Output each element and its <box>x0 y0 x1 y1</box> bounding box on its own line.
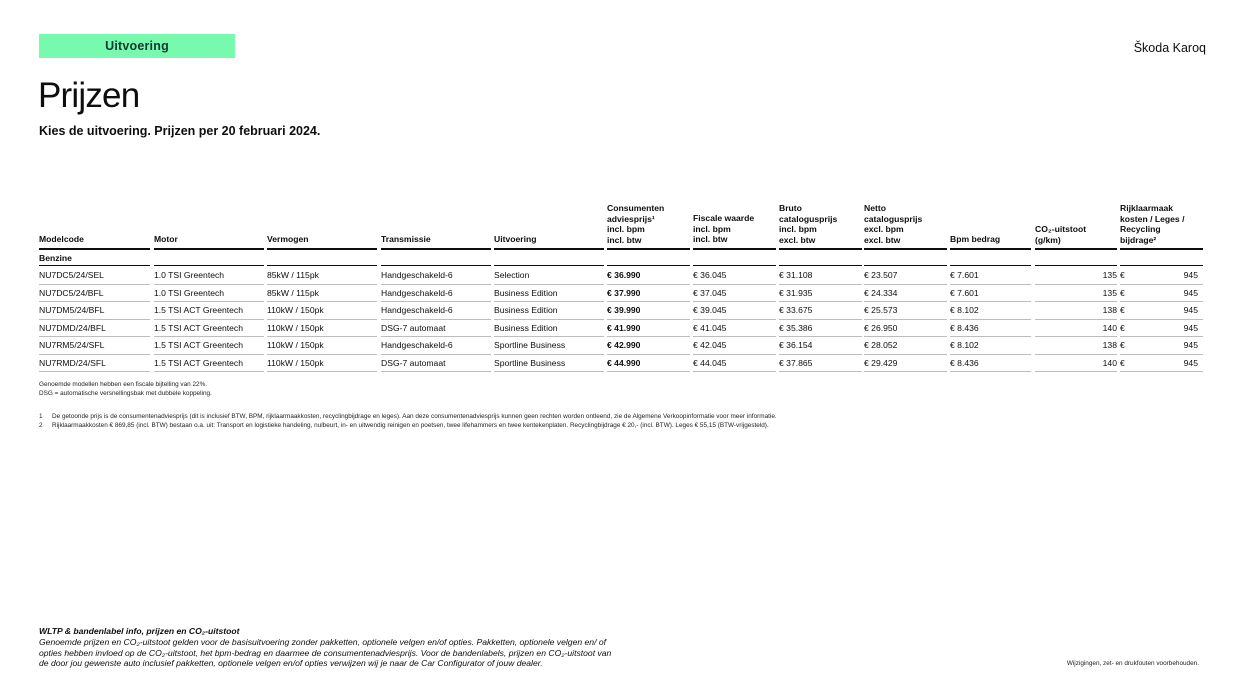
row-divider <box>950 371 1031 372</box>
footnote-2-text: Rijklaarmaakkosten € 869,85 (incl. BTW) bestaan o.a. uit: Transport en logistieke handeling, nulbeurt, in- en uitwendig reinigen en poetsen, twee lifehammers en twee kentekenplaten. Recyclingbijdrage € 20,- (incl. BTW). Leges € 55,15 (BTW-vrijgesteld). <box>52 422 769 429</box>
column-header-consumentenadviesprijs: Consumenten adviesprijs¹ incl. bpm incl. btw <box>607 203 665 245</box>
row-divider <box>154 284 264 285</box>
column-header-fiscale-waarde: Fiscale waarde incl. bpm incl. btw <box>693 213 755 244</box>
cell-co2-uitstoot: 138 <box>1102 340 1117 350</box>
cell-bpm-bedrag: € 8.102 <box>950 305 979 315</box>
row-divider <box>154 371 264 372</box>
row-divider <box>154 301 264 302</box>
row-divider <box>1120 284 1203 285</box>
cell-transmissie: Handgeschakeld-6 <box>381 305 453 315</box>
cell-vermogen: 110kW / 150pk <box>267 305 324 315</box>
section-underline <box>864 265 947 266</box>
cell-modelcode: NU7DM5/24/BFL <box>39 305 105 315</box>
row-divider <box>154 336 264 337</box>
row-divider <box>1120 336 1203 337</box>
cell-bpm-bedrag: € 8.102 <box>950 340 979 350</box>
row-divider <box>494 284 604 285</box>
column-header-transmissie: Transmissie <box>381 234 431 244</box>
wltp-title: WLTP & bandenlabel info, prijzen en CO₂-uitstoot <box>39 626 240 636</box>
row-divider <box>693 301 776 302</box>
row-divider <box>950 301 1031 302</box>
cell-modelcode: NU7DC5/24/BFL <box>39 287 104 298</box>
cell-bpm-bedrag: € 8.436 <box>950 322 979 333</box>
section-underline <box>154 265 264 266</box>
row-divider <box>693 336 776 337</box>
cell-bruto-catalogusprijs: € 35.386 <box>779 322 813 333</box>
header-underline <box>779 248 862 250</box>
row-divider <box>607 301 690 302</box>
section-underline <box>1035 265 1117 266</box>
row-divider <box>779 371 862 372</box>
row-divider <box>267 354 377 355</box>
row-divider <box>693 319 776 320</box>
cell-rijklaarmaakkosten-amount: 945 <box>1183 340 1198 350</box>
column-header-co2-uitstoot: CO₂-uitstoot (g/km) <box>1035 224 1087 245</box>
row-divider <box>494 371 604 372</box>
cell-motor: 1.5 TSI ACT Greentech <box>154 357 244 368</box>
row-divider <box>950 319 1031 320</box>
row-divider <box>693 371 776 372</box>
row-divider <box>1035 371 1117 372</box>
header-underline <box>864 248 947 250</box>
row-divider <box>1120 371 1203 372</box>
row-divider <box>779 354 862 355</box>
cell-motor: 1.5 TSI ACT Greentech <box>154 305 244 315</box>
cell-netto-catalogusprijs: € 29.429 <box>864 357 898 368</box>
row-divider <box>779 301 862 302</box>
cell-consumentenadviesprijs: € 44.990 <box>607 357 641 368</box>
section-underline <box>381 265 491 266</box>
row-divider <box>267 319 377 320</box>
cell-transmissie: Handgeschakeld-6 <box>381 287 453 298</box>
row-divider <box>607 336 690 337</box>
cell-bpm-bedrag: € 7.601 <box>950 270 979 280</box>
cell-uitvoering: Sportline Business <box>494 357 566 368</box>
section-underline <box>950 265 1031 266</box>
cell-modelcode: NU7RMD/24/SFL <box>39 357 106 368</box>
cell-netto-catalogusprijs: € 24.334 <box>864 287 898 298</box>
header-underline <box>494 248 604 250</box>
row-divider <box>39 336 150 337</box>
header-underline <box>39 248 150 250</box>
section-underline <box>779 265 862 266</box>
cell-rijklaarmaakkosten-amount: 945 <box>1183 270 1198 280</box>
row-divider <box>494 336 604 337</box>
row-divider <box>1035 301 1117 302</box>
cell-bruto-catalogusprijs: € 31.935 <box>779 287 813 298</box>
cell-consumentenadviesprijs: € 41.990 <box>607 322 641 333</box>
row-divider <box>267 284 377 285</box>
header-underline <box>381 248 491 250</box>
cell-netto-catalogusprijs: € 23.507 <box>864 270 898 280</box>
row-divider <box>1120 301 1203 302</box>
row-divider <box>39 371 150 372</box>
section-underline <box>494 265 604 266</box>
brand-name: Škoda Karoq <box>1133 41 1206 55</box>
row-divider <box>39 301 150 302</box>
row-divider <box>864 336 947 337</box>
row-divider <box>267 301 377 302</box>
row-divider <box>39 354 150 355</box>
row-divider <box>607 371 690 372</box>
cell-uitvoering: Sportline Business <box>494 340 566 350</box>
row-divider <box>1120 319 1203 320</box>
cell-netto-catalogusprijs: € 28.052 <box>864 340 898 350</box>
section-underline <box>607 265 690 266</box>
cell-consumentenadviesprijs: € 36.990 <box>607 270 641 280</box>
row-divider <box>864 371 947 372</box>
header-underline <box>693 248 776 250</box>
cell-co2-uitstoot: 140 <box>1102 322 1117 333</box>
column-header-modelcode: Modelcode <box>39 234 84 244</box>
row-divider <box>381 319 491 320</box>
cell-consumentenadviesprijs: € 39.990 <box>607 305 641 315</box>
column-header-bpm-bedrag: Bpm bedrag <box>950 234 1001 244</box>
cell-consumentenadviesprijs: € 37.990 <box>607 287 641 298</box>
row-divider <box>267 371 377 372</box>
cell-fiscale-waarde: € 39.045 <box>693 305 727 315</box>
row-divider <box>779 284 862 285</box>
row-divider <box>950 336 1031 337</box>
footnote-1-text: De getoonde prijs is de consumentenadviesprijs (dit is inclusief BTW, BPM, rijklaarmaakkosten, recyclingbijdrage en leges). Aan deze consumentenadviesprijs kunnen geen rechten worden ontleend, zie de Algemene Verkoopinformatie voor meer informatie. <box>52 413 777 420</box>
wltp-body: Genoemde prijzen en CO₂-uitstoot gelden voor de basisuitvoering zonder pakketten, optionele velgen en/of opties. Pakketten, optionele velgen en/ of opties hebben invloed op de CO₂-uitstoot, het bpm-bedrag en daarmee de consumentenadviesprijs. Voor de bandenlabels, prijzen en CO₂-uitstoot van de door jou gewenste auto inclusief pakketten, optionele velgen en/of opties verwijzen wij je naar de Car Configurator of jouw dealer. <box>39 637 612 669</box>
section-tag: Uitvoering <box>39 34 235 58</box>
header-underline <box>1035 248 1117 250</box>
cell-transmissie: DSG-7 automaat <box>381 357 446 368</box>
cell-motor: 1.5 TSI ACT Greentech <box>154 340 244 350</box>
cell-uitvoering: Business Edition <box>494 287 558 298</box>
cell-vermogen: 110kW / 150pk <box>267 340 324 350</box>
cell-bruto-catalogusprijs: € 37.865 <box>779 357 813 368</box>
cell-modelcode: NU7RM5/24/SFL <box>39 340 105 350</box>
section-underline <box>267 265 377 266</box>
row-divider <box>381 301 491 302</box>
section-underline <box>1120 265 1203 266</box>
page-subtitle: Kies de uitvoering. Prijzen per 20 februari 2024. <box>39 124 321 138</box>
row-divider <box>267 336 377 337</box>
note-dsg: DSG = automatische versnellingsbak met dubbele koppeling. <box>39 390 212 397</box>
cell-bpm-bedrag: € 8.436 <box>950 357 979 368</box>
cell-bruto-catalogusprijs: € 33.675 <box>779 305 813 315</box>
footnote-2-number: 2 <box>39 422 43 429</box>
row-divider <box>494 301 604 302</box>
section-benzine: Benzine <box>39 253 72 263</box>
cell-co2-uitstoot: 138 <box>1102 305 1117 315</box>
row-divider <box>950 354 1031 355</box>
column-header-motor: Motor <box>154 234 178 244</box>
cell-vermogen: 85kW / 115pk <box>267 270 319 280</box>
cell-rijklaarmaakkosten-currency: € <box>1120 340 1125 350</box>
row-divider <box>607 354 690 355</box>
cell-rijklaarmaakkosten-currency: € <box>1120 270 1125 280</box>
row-divider <box>1120 354 1203 355</box>
row-divider <box>693 354 776 355</box>
cell-bruto-catalogusprijs: € 36.154 <box>779 340 813 350</box>
row-divider <box>39 284 150 285</box>
cell-rijklaarmaakkosten-amount: 945 <box>1183 287 1198 298</box>
cell-rijklaarmaakkosten-currency: € <box>1120 322 1125 333</box>
cell-netto-catalogusprijs: € 25.573 <box>864 305 898 315</box>
row-divider <box>693 284 776 285</box>
header-underline <box>154 248 264 250</box>
cell-transmissie: DSG-7 automaat <box>381 322 446 333</box>
row-divider <box>381 336 491 337</box>
column-header-vermogen: Vermogen <box>267 234 309 244</box>
row-divider <box>607 319 690 320</box>
cell-modelcode: NU7DMD/24/BFL <box>39 322 106 333</box>
row-divider <box>1035 284 1117 285</box>
column-header-bruto-catalogusprijs: Bruto catalogusprijs incl. bpm excl. btw <box>779 203 838 245</box>
cell-rijklaarmaakkosten-amount: 945 <box>1183 305 1198 315</box>
section-underline <box>693 265 776 266</box>
row-divider <box>779 319 862 320</box>
cell-uitvoering: Business Edition <box>494 322 558 333</box>
cell-fiscale-waarde: € 41.045 <box>693 322 727 333</box>
column-header-netto-catalogusprijs: Netto catalogusprijs excl. bpm excl. btw <box>864 203 923 245</box>
cell-fiscale-waarde: € 44.045 <box>693 357 727 368</box>
header-underline <box>950 248 1031 250</box>
note-bijtelling: Genoemde modellen hebben een fiscale bijtelling van 22%. <box>39 381 208 388</box>
cell-rijklaarmaakkosten-currency: € <box>1120 287 1125 298</box>
column-header-rijklaarmaakkosten: Rijklaarmaak kosten / Leges / Recycling bijdrage² <box>1120 203 1185 245</box>
row-divider <box>381 284 491 285</box>
cell-bpm-bedrag: € 7.601 <box>950 287 979 298</box>
section-underline <box>39 265 150 266</box>
header-underline <box>267 248 377 250</box>
cell-rijklaarmaakkosten-amount: 945 <box>1183 357 1198 368</box>
cell-vermogen: 110kW / 150pk <box>267 322 324 333</box>
cell-transmissie: Handgeschakeld-6 <box>381 270 453 280</box>
cell-uitvoering: Business Edition <box>494 305 558 315</box>
cell-rijklaarmaakkosten-amount: 945 <box>1183 322 1198 333</box>
cell-transmissie: Handgeschakeld-6 <box>381 340 453 350</box>
row-divider <box>864 301 947 302</box>
row-divider <box>779 336 862 337</box>
cell-rijklaarmaakkosten-currency: € <box>1120 357 1125 368</box>
row-divider <box>1035 336 1117 337</box>
column-header-uitvoering: Uitvoering <box>494 234 537 244</box>
cell-fiscale-waarde: € 42.045 <box>693 340 727 350</box>
row-divider <box>494 319 604 320</box>
cell-consumentenadviesprijs: € 42.990 <box>607 340 641 350</box>
cell-vermogen: 110kW / 150pk <box>267 357 324 368</box>
row-divider <box>154 354 264 355</box>
page-title: Prijzen <box>38 76 140 115</box>
row-divider <box>607 284 690 285</box>
row-divider <box>1035 354 1117 355</box>
row-divider <box>39 319 150 320</box>
cell-co2-uitstoot: 140 <box>1102 357 1117 368</box>
cell-uitvoering: Selection <box>494 270 530 280</box>
row-divider <box>864 284 947 285</box>
cell-motor: 1.0 TSI Greentech <box>154 270 225 280</box>
cell-netto-catalogusprijs: € 26.950 <box>864 322 898 333</box>
row-divider <box>864 354 947 355</box>
header-underline <box>607 248 690 250</box>
cell-fiscale-waarde: € 37.045 <box>693 287 727 298</box>
footnote-1-number: 1 <box>39 413 43 420</box>
cell-co2-uitstoot: 135 <box>1102 270 1117 280</box>
row-divider <box>381 371 491 372</box>
cell-vermogen: 85kW / 115pk <box>267 287 319 298</box>
cell-bruto-catalogusprijs: € 31.108 <box>779 270 813 280</box>
cell-rijklaarmaakkosten-currency: € <box>1120 305 1125 315</box>
row-divider <box>950 284 1031 285</box>
row-divider <box>864 319 947 320</box>
row-divider <box>154 319 264 320</box>
header-underline <box>1120 248 1203 250</box>
cell-motor: 1.5 TSI ACT Greentech <box>154 322 244 333</box>
cell-co2-uitstoot: 135 <box>1102 287 1117 298</box>
cell-modelcode: NU7DC5/24/SEL <box>39 270 104 280</box>
cell-motor: 1.0 TSI Greentech <box>154 287 225 298</box>
cell-fiscale-waarde: € 36.045 <box>693 270 727 280</box>
row-divider <box>494 354 604 355</box>
row-divider <box>1035 319 1117 320</box>
row-divider <box>381 354 491 355</box>
disclaimer: Wijzigingen, zet- en drukfouten voorbehouden. <box>1066 660 1199 667</box>
